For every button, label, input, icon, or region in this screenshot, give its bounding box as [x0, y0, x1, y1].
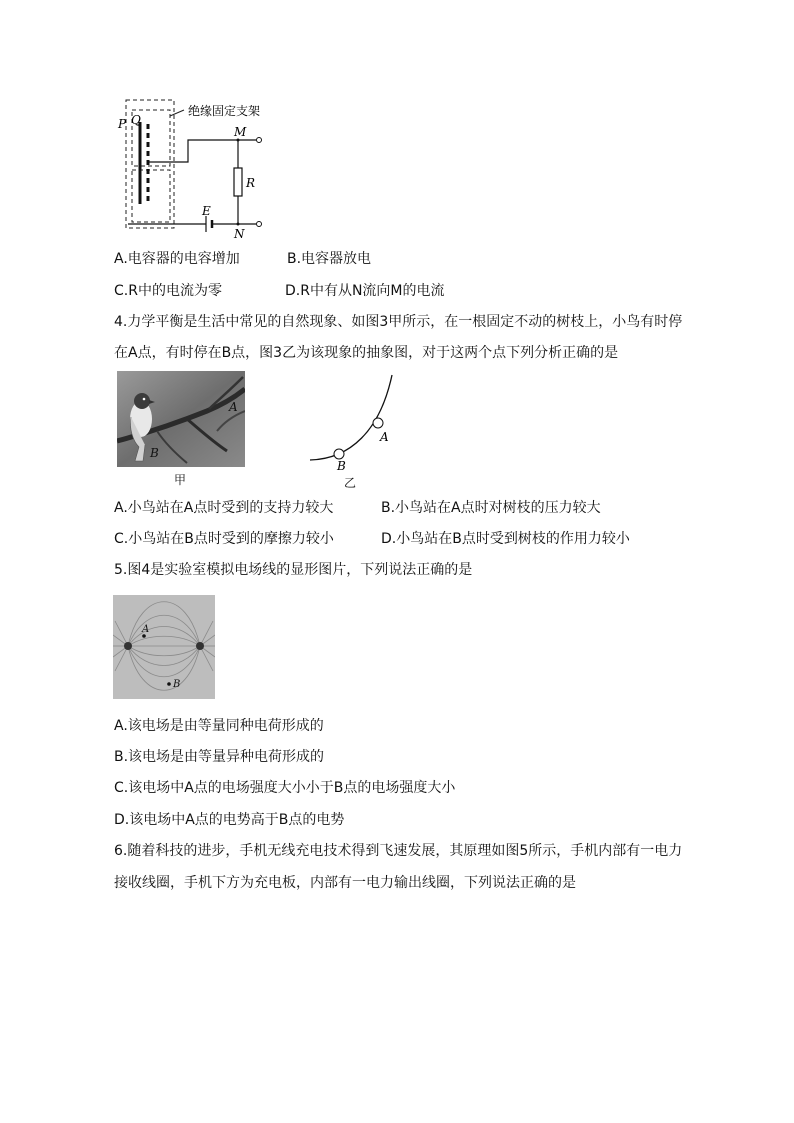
- photo-label-b: B: [150, 446, 159, 460]
- support-label: 绝缘固定支架: [188, 104, 261, 118]
- label-q: Q: [131, 113, 141, 127]
- q4-stem-line2: 在A点，有时停在B点，图3乙为该现象的抽象图，对于这两个点下列分析正确的是: [114, 345, 619, 361]
- q5-option-a: A.该电场是由等量同种电荷形成的: [114, 718, 324, 734]
- label-p: P: [118, 117, 127, 131]
- q4-option-a: A.小鸟站在A点时受到的支持力较大: [114, 500, 334, 516]
- label-e: E: [202, 204, 211, 218]
- field-label-b: B: [173, 679, 181, 690]
- abstract-branch-diagram: [300, 371, 400, 471]
- field-lines-photo: [113, 595, 215, 699]
- q4-option-c: C.小鸟站在B点时受到的摩擦力较小: [114, 531, 334, 547]
- q4-option-b: B.小鸟站在A点时对树枝的压力较大: [381, 500, 601, 516]
- abstract-label-a: A: [380, 430, 389, 444]
- figure-caption-yi: 乙: [344, 476, 357, 490]
- q5-option-d: D.该电场中A点的电势高于B点的电势: [114, 812, 345, 828]
- bird-photo: [117, 371, 245, 467]
- circuit-diagram: [110, 94, 390, 244]
- label-m: M: [234, 125, 247, 139]
- label-r: R: [246, 176, 256, 190]
- photo-label-a: A: [229, 400, 238, 414]
- field-lines-photo-figure: [113, 595, 215, 699]
- label-n: N: [234, 227, 245, 241]
- q5-option-c: C.该电场中A点的电场强度大小小于B点的电场强度大小: [114, 780, 456, 796]
- bird-photo-figure: [117, 371, 245, 467]
- q3-option-b: B.电容器放电: [287, 251, 372, 267]
- q6-stem-line1: 6.随着科技的进步，手机无线充电技术得到飞速发展，其原理如图5所示，手机内部有一电力: [114, 843, 683, 859]
- circuit-figure: [110, 94, 390, 244]
- q5-option-b: B.该电场是由等量异种电荷形成的: [114, 749, 325, 765]
- figure-caption-jia: 甲: [174, 473, 187, 487]
- q3-option-c: C.R中的电流为零: [114, 283, 222, 299]
- abstract-label-b: B: [337, 459, 346, 471]
- field-label-a: A: [142, 624, 150, 635]
- q3-option-d: D.R中有从N流向M的电流: [285, 283, 445, 299]
- q4-option-d: D.小鸟站在B点时受到树枝的作用力较小: [381, 531, 630, 547]
- q6-stem-line2: 接收线圈，手机下方为充电板，内部有一电力输出线圈，下列说法正确的是: [114, 875, 576, 891]
- abstract-branch-figure: [300, 371, 400, 471]
- q4-stem-line1: 4.力学平衡是生活中常见的自然现象、如图3甲所示，在一根固定不动的树枝上，小鸟有时停: [114, 314, 683, 330]
- q5-stem: 5.图4是实验室模拟电场线的显形图片，下列说法正确的是: [114, 562, 473, 578]
- q3-option-a: A.电容器的电容增加: [114, 251, 240, 267]
